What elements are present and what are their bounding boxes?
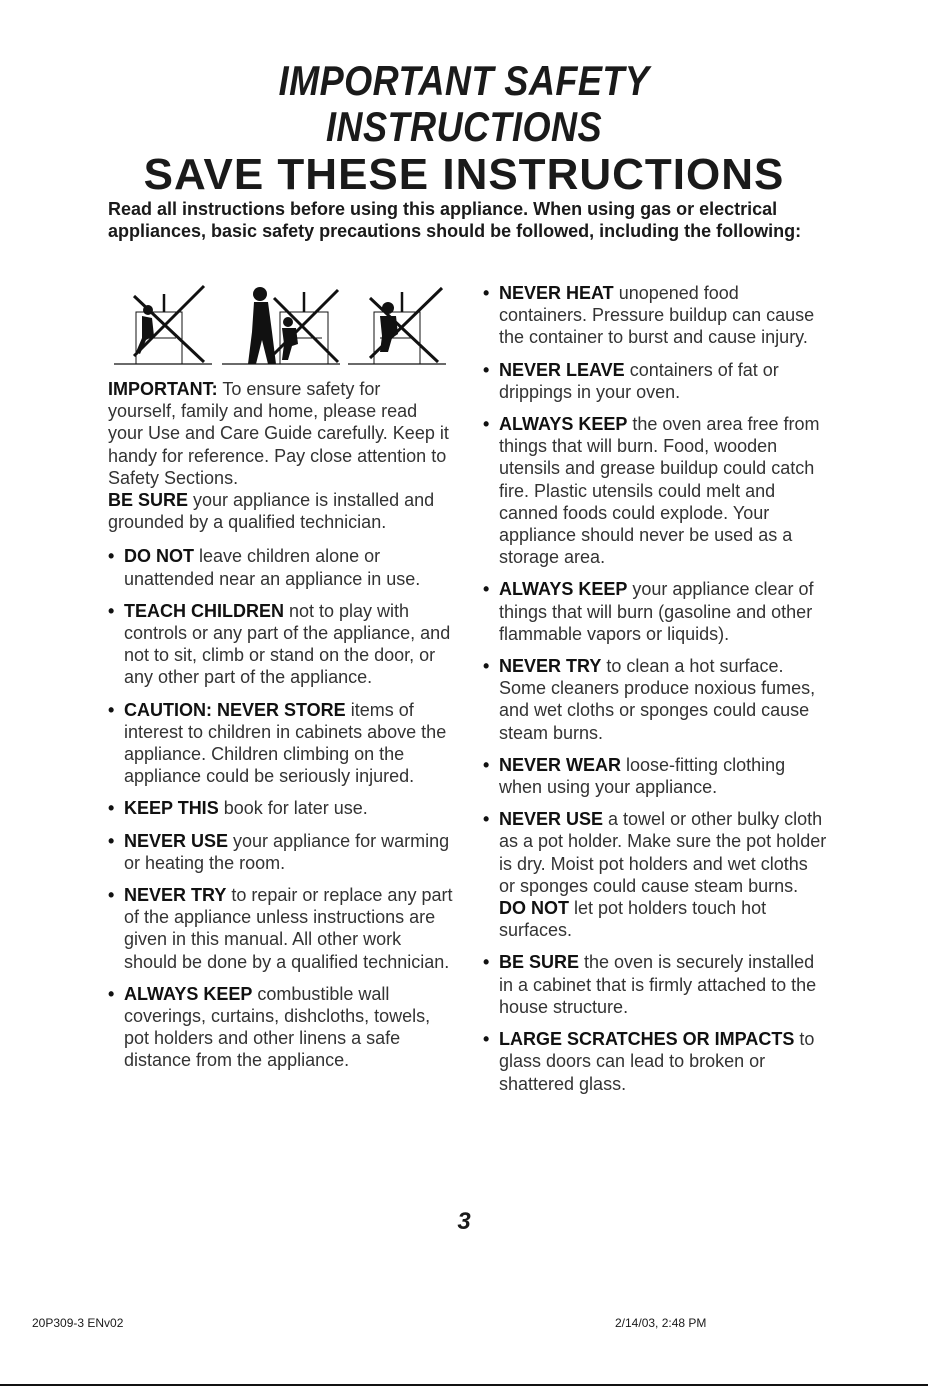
adult-and-child-at-oven-icon	[222, 287, 340, 364]
title-line-1: IMPORTANT SAFETY	[278, 57, 650, 104]
right-column	[483, 282, 828, 1105]
child-on-oven-door-icon	[348, 288, 446, 364]
bottom-divider	[0, 1384, 928, 1386]
list-item: • ALWAYS KEEP your appliance clear of things that will burn (gasoline and other flammable vapors or liquids).	[483, 579, 814, 644]
list-item: • NEVER TRY to repair or replace any part of the appliance unless instructions are given in this manual. All other work should be done by a qualified technician.	[108, 885, 453, 972]
list-item: • BE SURE the oven is securely installed in a cabinet that is firmly attached to the house structure.	[483, 952, 817, 1017]
list-item: • TEACH CHILDREN not to play with controls or any part of the appliance, and not to sit, climb or stand on the door, or any other part of the appliance.	[108, 600, 451, 688]
left-column	[108, 378, 453, 1082]
save-instructions-heading: SAVE THESE INSTRUCTIONS	[143, 150, 785, 199]
list-item: • LARGE SCRATCHES OR IMPACTS to glass doors can lead to broken or shattered glass.	[483, 1029, 815, 1094]
list-item: • NEVER USE a towel or other bulky cloth as a pot holder. Make sure the pot holder is dry. Moist pot holders and wet cloths or sponges could cause steam burns. DO NOT let pot holders touch hot surfaces.	[483, 809, 827, 941]
list-item: • ALWAYS KEEP the oven area free from things that will burn. Food, wooden utensils and grease buildup could catch fire. Plastic utensils could melt and canned foods could explode. Your appliance should never be used as a storage area.	[483, 414, 820, 568]
document-code: 20P309-3 ENv02	[32, 1316, 124, 1330]
list-item: • NEVER HEAT unopened food containers. Pressure buildup can cause the container to burst and cause injury.	[483, 283, 815, 348]
child-climbing-oven-icon	[114, 286, 212, 364]
safety-illustration	[112, 282, 448, 366]
list-item: • NEVER USE your appliance for warming or heating the room.	[108, 830, 450, 873]
document-timestamp: 2/14/03, 2:48 PM	[615, 1316, 707, 1330]
important-text: To ensure safety for yourself, family and home, please read your Use and Care Guide carefully. Keep it handy for reference. Pay close attention to Safety Sections.	[108, 379, 449, 488]
list-item: • NEVER LEAVE containers of fat or drippings in your oven.	[483, 359, 779, 402]
important-label: IMPORTANT:	[108, 379, 218, 399]
intro-paragraph: Read all instructions before using this appliance. When using gas or electrical appliances, basic safety precautions should be followed, including the following:	[108, 199, 802, 241]
title-line-2: INSTRUCTIONS	[325, 103, 603, 150]
be-sure-text: your appliance is installed and grounded by a qualified technician.	[108, 490, 435, 533]
page-number: 3	[457, 1208, 471, 1235]
list-item: • NEVER WEAR loose-fitting clothing when using your appliance.	[483, 754, 786, 798]
list-item: • DO NOT leave children alone or unattended near an appliance in use.	[108, 546, 421, 589]
be-sure-label: BE SURE	[108, 490, 189, 511]
list-item: • CAUTION: NEVER STORE items of interest to children in cabinets above the appliance. Children climbing on the appliance could be seriously injured.	[108, 699, 447, 787]
important-paragraph	[108, 378, 453, 533]
list-item: • NEVER TRY to clean a hot surface. Some cleaners produce noxious fumes, and wet cloths or sponges could cause steam burns.	[483, 656, 816, 743]
list-item: • KEEP THIS book for later use.	[108, 798, 368, 819]
list-item: • ALWAYS KEEP combustible wall coverings, curtains, dishcloths, towels, pot holders and other linens a safe distance from the appliance.	[108, 983, 431, 1071]
